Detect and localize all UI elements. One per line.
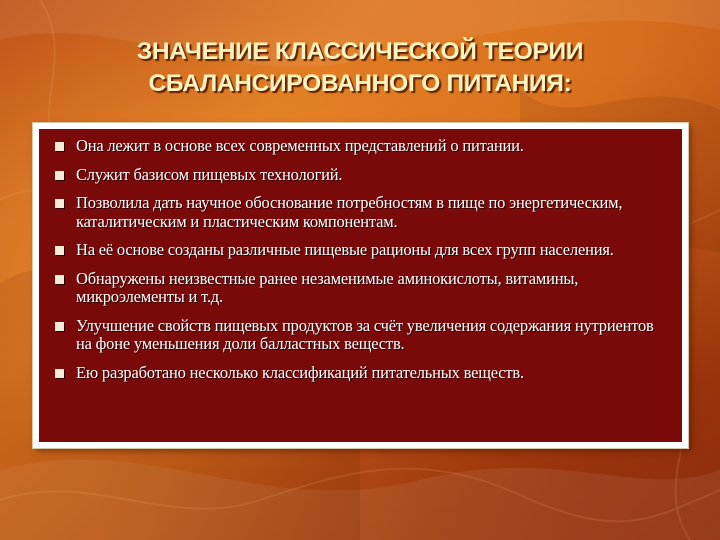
square-bullet-icon (55, 142, 64, 151)
list-item-text: Она лежит в основе всех современных представлений о питании. (76, 136, 524, 155)
square-bullet-icon (55, 275, 64, 284)
title-line-2: СБАЛАНСИРОВАННОГО ПИТАНИЯ: (148, 70, 572, 97)
square-bullet-icon (55, 322, 64, 331)
square-bullet-icon (55, 246, 64, 255)
list-item-text: Улучшение свойств пищевых продуктов за счёт увеличения содержания нутриентов на фоне уменьшения доли балластных веществ. (76, 315, 654, 353)
list-item-text: На её основе созданы различные пищевые рационы для всех групп населения. (76, 240, 614, 259)
page-title (40, 36, 680, 100)
list-item (53, 241, 672, 260)
list-item (53, 137, 672, 156)
bullet-list (53, 137, 672, 392)
content-panel (33, 123, 688, 448)
list-item-text: Позволила дать научное обоснование потребностям в пище по энергетическим, каталитическим и пластическим компонентам. (76, 193, 623, 231)
list-item (53, 364, 672, 383)
square-bullet-icon (55, 199, 64, 208)
list-item (53, 317, 672, 354)
square-bullet-icon (55, 369, 64, 378)
list-item-text: Служит базисом пищевых технологий. (76, 164, 343, 184)
list-item (53, 194, 672, 231)
list-item-text: Обнаружены неизвестные ранее незаменимые аминокислоты, витамины, микроэлементы и т.д. (76, 268, 579, 306)
list-item (53, 270, 672, 307)
square-bullet-icon (55, 171, 64, 180)
list-item (53, 166, 672, 185)
title-line-1: ЗНАЧЕНИЕ КЛАССИЧЕСКОЙ ТЕОРИИ (136, 38, 584, 65)
list-item-text: Ею разработано несколько классификаций питательных веществ. (76, 362, 524, 382)
